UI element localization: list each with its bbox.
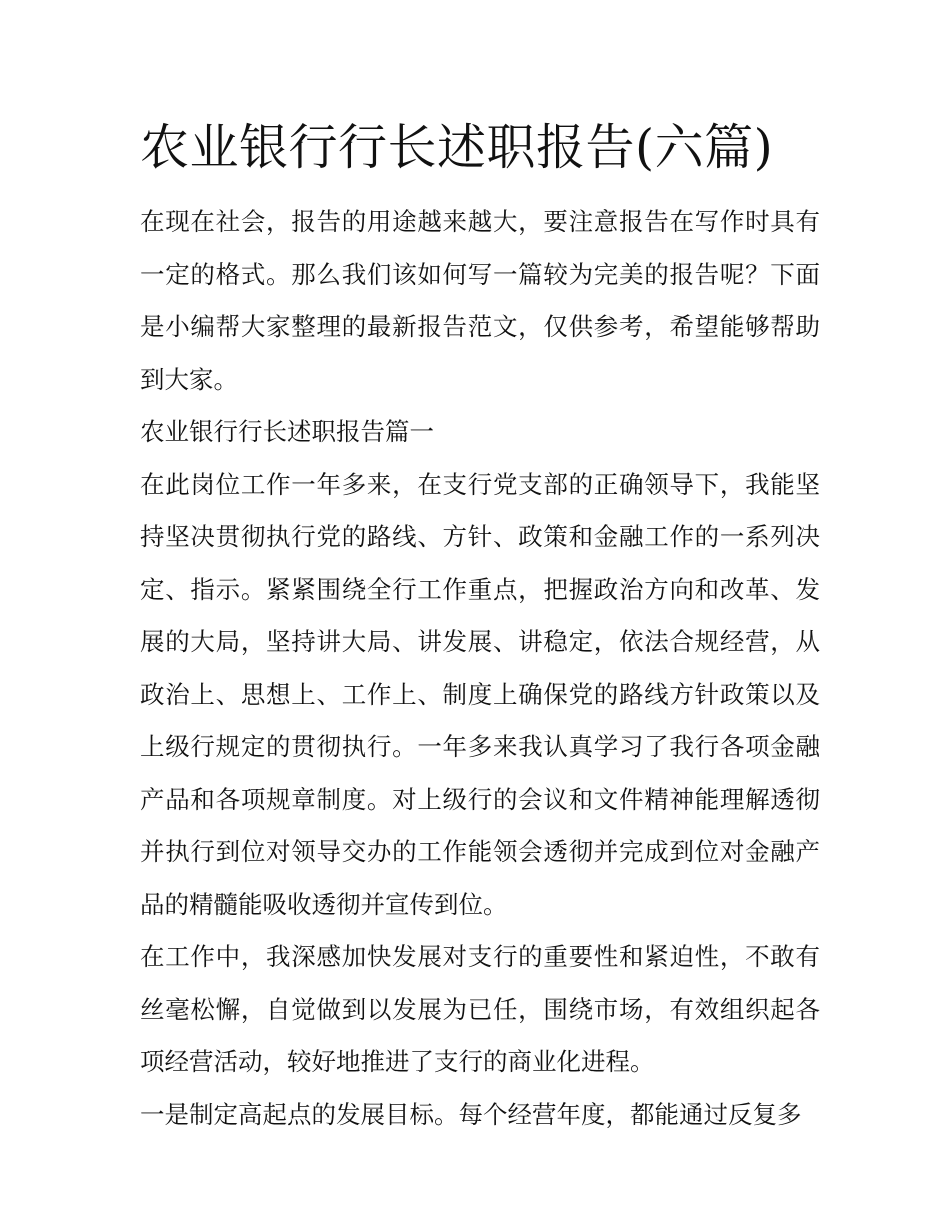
intro-paragraph: 在现在社会，报告的用途越来越大，要注意报告在写作时具有一定的格式。那么我们该如何写一篇较为完美的报告呢？下面是小编帮大家整理的最新报告范文，仅供参考，希望能够帮助到大家。 [140, 207, 820, 394]
body-paragraph-3: 一是制定高起点的发展目标。每个经营年度，都能通过反复多 [140, 1099, 802, 1129]
document-title: 农业银行行长述职报告(六篇) [140, 119, 774, 176]
section-heading: 农业银行行长述职报告篇一 [140, 417, 434, 446]
document-body [140, 196, 820, 1141]
body-paragraph-1: 在此岗位工作一年多来，在支行党支部的正确领导下，我能坚持坚决贯彻执行党的路线、方针、政策和金融工作的一系列决定、指示。紧紧围绕全行工作重点，把握政治方向和改革、发展的大局，坚持讲大局、讲发展、讲稳定，依法合规经营，从政治上、思想上、工作上、制度上确保党的路线方针政策以及上级行规定的贯彻执行。一年多来我认真学习了我行各项金融产品和各项规章制度。对上级行的会议和文件精神能理解透彻并执行到位对领导交办的工作能领会透彻并完成到位对金融产品的精髓能吸收透彻并宣传到位。 [140, 469, 820, 919]
body-paragraph-2: 在工作中，我深感加快发展对支行的重要性和紧迫性，不敢有丝毫松懈，自觉做到以发展为已任，围绕市场，有效组织起各项经营活动，较好地推进了支行的商业化进程。 [140, 942, 820, 1076]
